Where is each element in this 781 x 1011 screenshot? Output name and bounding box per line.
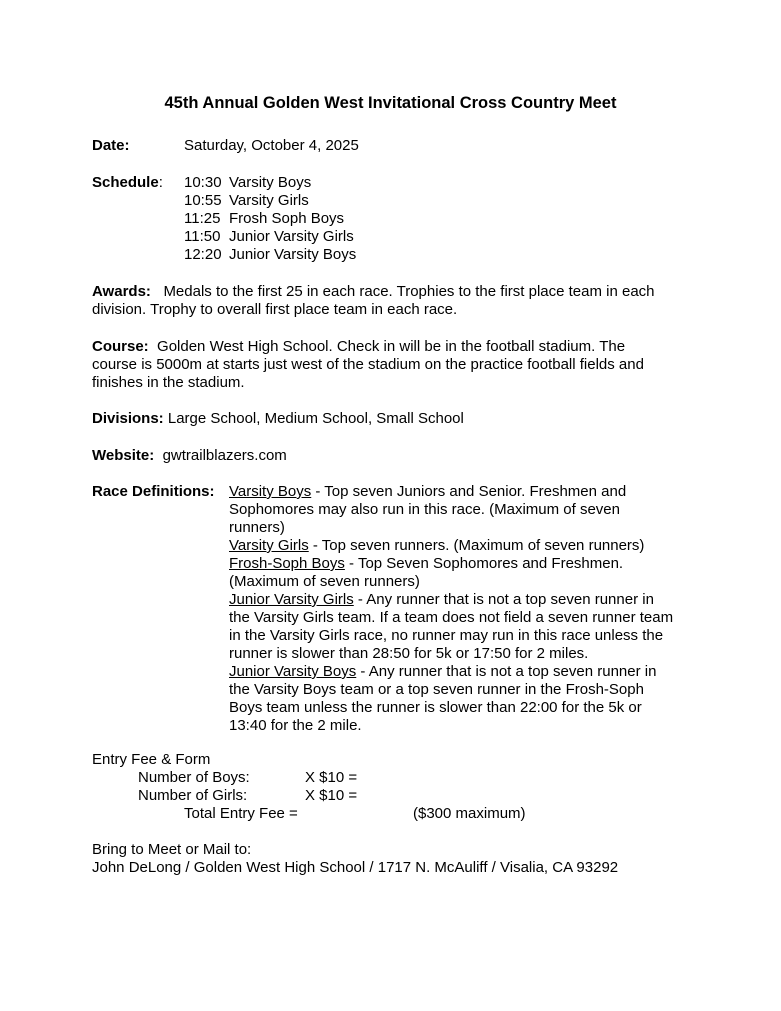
- entry-girls-label: Number of Girls:: [138, 787, 248, 804]
- race-text: in the Varsity Girls race, no runner may run in this race unless the: [229, 627, 664, 644]
- race-definitions-list: [229, 483, 699, 735]
- date-value: Saturday, October 4, 2025: [184, 137, 359, 154]
- page-title: 45th Annual Golden West Invitational Cross Country Meet: [164, 94, 617, 112]
- race-definitions-label: Race Definitions:: [92, 483, 215, 500]
- race-name: Junior Varsity Boys: [229, 663, 357, 680]
- schedule-race: Varsity Boys: [229, 174, 312, 191]
- schedule-time: 11:25: [184, 210, 221, 227]
- schedule-item: [184, 192, 356, 210]
- date-label: Date:: [92, 137, 130, 154]
- divisions-label: Divisions:: [92, 410, 164, 427]
- schedule-label-text: Schedule: [92, 174, 159, 191]
- schedule-item: [184, 174, 356, 192]
- entry-max-note: ($300 maximum): [413, 805, 526, 822]
- entry-boys-label: Number of Boys:: [138, 769, 250, 786]
- race-definition-jv-girls: [229, 591, 699, 663]
- race-text: runner is slower than 28:50 for 5k or 17:50 for 2 miles.: [229, 645, 589, 662]
- race-definition-varsity-girls: [229, 537, 699, 555]
- awards-line-2: division. Trophy to overall first place team in each race.: [92, 301, 458, 318]
- schedule-label-colon: :: [158, 174, 163, 191]
- awards-text-1: Medals to the first 25 in each race. Trophies to the first place team in each: [163, 283, 655, 300]
- race-text: runners): [229, 519, 285, 536]
- race-name: Varsity Boys: [229, 483, 312, 500]
- website-label: Website:: [92, 447, 155, 464]
- race-text: - Any runner that is not a top seven runner in: [353, 591, 654, 608]
- course-line-1: [92, 338, 625, 356]
- race-name: Varsity Girls: [229, 537, 309, 554]
- schedule-time: 10:55: [184, 192, 222, 209]
- race-name: Junior Varsity Girls: [229, 591, 354, 608]
- race-text: - Top seven Juniors and Senior. Freshmen and: [311, 483, 627, 500]
- schedule-list: [184, 174, 356, 264]
- race-text: (Maximum of seven runners): [229, 573, 420, 590]
- race-definition-frosh-soph-boys: [229, 555, 699, 591]
- entry-boys-fee: X $10 =: [305, 769, 358, 786]
- schedule-time: 11:50: [184, 228, 221, 245]
- schedule-race: Junior Varsity Girls: [229, 228, 354, 245]
- race-text: - Top Seven Sophomores and Freshmen.: [344, 555, 624, 572]
- schedule-item: [184, 246, 356, 264]
- race-definition-jv-boys: [229, 663, 699, 735]
- entry-girls-fee: X $10 =: [305, 787, 358, 804]
- schedule-race: Varsity Girls: [229, 192, 309, 209]
- schedule-race: Junior Varsity Boys: [229, 246, 357, 263]
- course-text-1: Golden West High School. Check in will be in the football stadium. The: [157, 338, 626, 355]
- race-definition-varsity-boys: [229, 483, 699, 537]
- race-text: - Top seven runners. (Maximum of seven runners): [308, 537, 645, 554]
- divisions-value: Large School, Medium School, Small School: [167, 410, 464, 427]
- schedule-item: [184, 228, 356, 246]
- entry-total-label: Total Entry Fee =: [184, 805, 298, 822]
- schedule-time: 10:30: [184, 174, 222, 191]
- course-line-2: course is 5000m at starts just west of the stadium on the practice football fields and: [92, 356, 644, 373]
- race-text: - Any runner that is not a top seven runner in: [356, 663, 657, 680]
- awards-label: Awards:: [92, 283, 151, 300]
- race-text: the Varsity Girls team. If a team does not field a seven runner team: [229, 609, 674, 626]
- race-text: 13:40 for the 2 mile.: [229, 717, 362, 734]
- mail-heading: Bring to Meet or Mail to:: [92, 841, 252, 858]
- awards-line-1: [92, 283, 655, 301]
- schedule-race: Frosh Soph Boys: [229, 210, 345, 227]
- divisions-line: [92, 410, 464, 428]
- course-label: Course:: [92, 338, 149, 355]
- race-text: Sophomores may also run in this race. (Maximum of seven: [229, 501, 620, 518]
- schedule-item: [184, 210, 356, 228]
- mail-address: John DeLong / Golden West High School / 1717 N. McAuliff / Visalia, CA 93292: [92, 859, 619, 876]
- entry-heading: Entry Fee & Form: [92, 751, 211, 768]
- website-value: gwtrailblazers.com: [162, 447, 287, 464]
- course-line-3: finishes in the stadium.: [92, 374, 245, 391]
- race-text: Boys team unless the runner is slower than 22:00 for the 5k or: [229, 699, 642, 716]
- race-text: the Varsity Boys team or a top seven runner in the Frosh-Soph: [229, 681, 644, 698]
- schedule-label: [92, 174, 163, 192]
- website-line: [92, 447, 287, 465]
- schedule-time: 12:20: [184, 246, 222, 263]
- race-name: Frosh-Soph Boys: [229, 555, 345, 572]
